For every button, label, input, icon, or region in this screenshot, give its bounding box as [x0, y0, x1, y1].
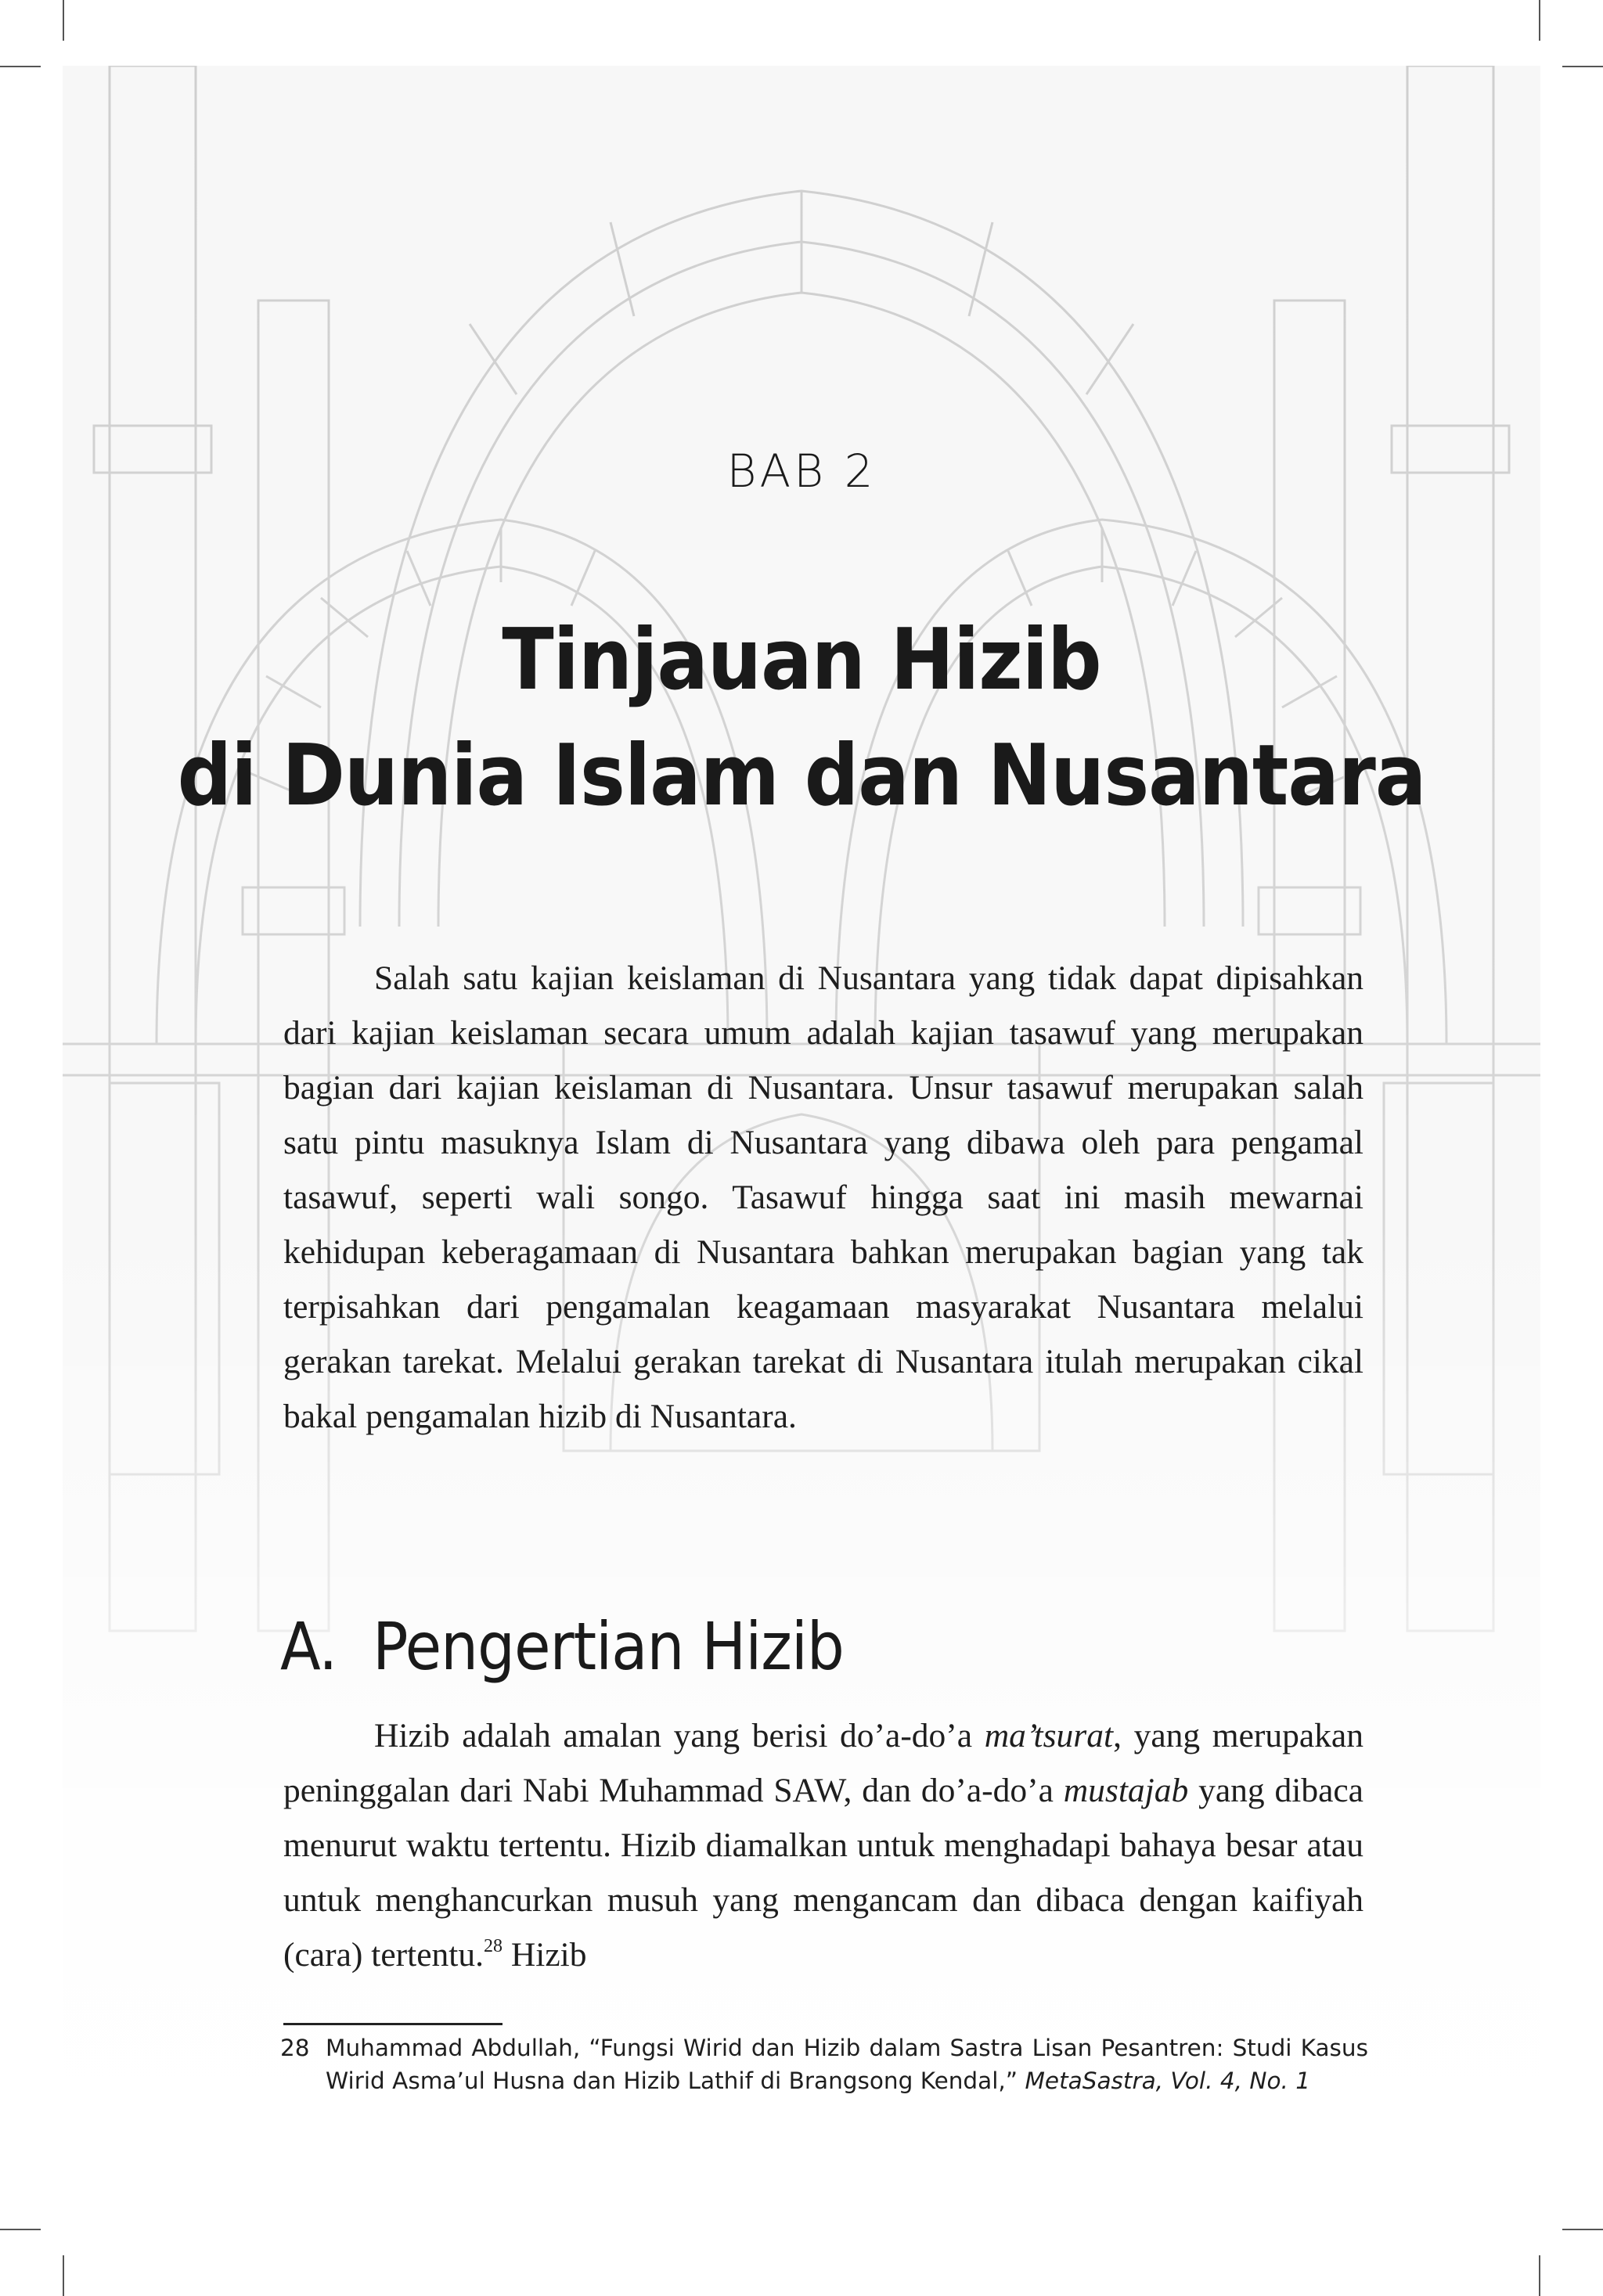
section-paragraph-part2: , yang merupakan peninggalan dari Nabi Muhammad SAW, dan do’a-do’a: [283, 1717, 1363, 1809]
term-mustajab: mustajab: [1063, 1772, 1189, 1809]
crop-mark-tl-h: [0, 66, 41, 67]
chapter-label: BAB 2: [726, 444, 877, 498]
chapter-title: [0, 603, 1603, 834]
footnote: [280, 2031, 1368, 2097]
crop-mark-tl-v: [63, 0, 64, 41]
crop-mark-tr-h: [1562, 66, 1603, 67]
intro-paragraph-text: Salah satu kajian keislaman di Nusantara yang tidak dapat dipisahkan dari kajian keislaman secara umum adalah kajian tasawuf yang merupakan bagian dari kajian keislaman di Nusantara. Unsur tasawuf merupakan salah satu pintu masuknya Islam di Nusantara yang dibawa oleh para pengamal tasawuf, seperti wali songo. Tasawuf hingga saat ini masih mewarnai kehidupan keberagamaan di Nusantara bahkan merupakan bagian yang tak terpisahkan dari pengamalan keagamaan masyarakat Nusantara melalui gerakan tarekat. Melalui gerakan tarekat di Nusantara itulah merupakan cikal bakal pengamalan hizib di Nusantara.: [283, 959, 1363, 1435]
footnote-divider: [283, 2023, 503, 2025]
section-paragraph-part1: Hizib adalah amalan yang berisi do’a-do’a: [374, 1717, 985, 1754]
chapter-title-line-1: Tinjauan Hizib: [502, 611, 1101, 709]
section-letter: A.: [280, 1608, 337, 1685]
section-title: Pengertian Hizib: [373, 1608, 844, 1685]
crop-mark-br-h: [1562, 2229, 1603, 2230]
footnote-text-block: [326, 2031, 1368, 2097]
crop-mark-bl-v: [63, 2255, 64, 2296]
crop-mark-tr-v: [1539, 0, 1540, 41]
section-paragraph-part4: Hizib: [503, 1936, 587, 1974]
footnote-text: Muhammad Abdullah, “Fungsi Wirid dan Hizib dalam Sastra Lisan Pesantren: Studi Kasus Wirid Asma’ul Husna dan Hizib Lathif di Brangsong Kendal,”: [326, 2035, 1368, 2094]
section-paragraph: [283, 1708, 1363, 1982]
section-paragraph-part3: yang dibaca menurut waktu tertentu. Hizib diamalkan untuk menghadapi bahaya besar atau untuk menghancurkan musuh yang mengancam dan dibaca dengan kaifiyah (cara) tertentu.: [283, 1772, 1363, 1974]
footnote-journal: MetaSastra, Vol. 4, No. 1: [1025, 2067, 1311, 2094]
intro-paragraph: [283, 951, 1363, 1444]
crop-mark-br-v: [1539, 2255, 1540, 2296]
term-matsurat: ma’tsurat: [984, 1717, 1114, 1754]
chapter-title-line-2: di Dunia Islam dan Nusantara: [177, 727, 1426, 825]
footnote-number: 28: [280, 2035, 310, 2061]
crop-mark-bl-h: [0, 2229, 41, 2230]
section-heading: [280, 1608, 844, 1685]
footnote-reference[interactable]: 28: [484, 1936, 503, 1956]
